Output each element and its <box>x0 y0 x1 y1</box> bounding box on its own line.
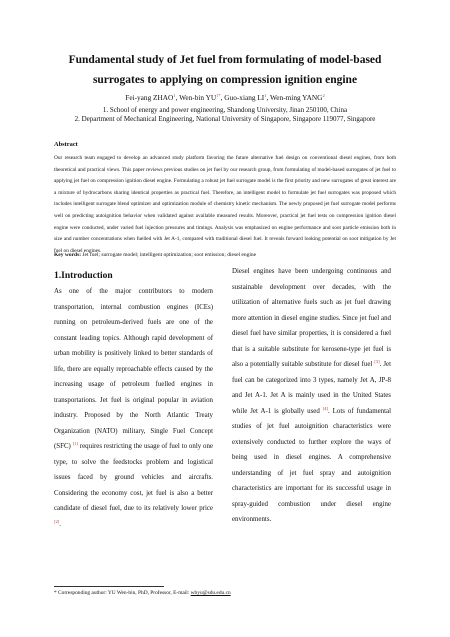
keywords-list: Jet fuel; surrogate model; intelligent optimization; soot emission; diesel engine <box>81 252 257 258</box>
author-affiliation-mark: 1 <box>173 93 176 98</box>
paragraph-text: requires restricting the usage of fuel to only one type, to solve the feedstocks problem and logistical issues faced by ground vehicles and aircrafts. Considering the economy cost, jet fuel is also a better candidate of diesel fuel, due to its relatively lower price <box>54 443 213 512</box>
keywords-label: Key words: <box>54 252 82 258</box>
title-line-2: surrogates to applying on compression ignition engine <box>92 74 358 86</box>
citation-link[interactable]: [3] <box>374 359 380 364</box>
author-separator: , <box>220 93 225 102</box>
keywords <box>54 251 396 259</box>
affiliation-1: 1. School of energy and power engineering, Shandong University, Jinan 250100, China <box>102 106 348 114</box>
author-name: Wen-ming YANG <box>270 93 323 102</box>
author-name: Fei-yang ZHAO <box>125 93 174 102</box>
affiliations <box>40 106 410 125</box>
affiliation-2: 2. Department of Mechanical Engineering, National University of Singapore, Singapore 119077, Singapore <box>74 115 376 124</box>
paragraph-text: As one of the major contributors to modern transportation, internal combustion engines (ICEs) running on petroleum-derived fuels are one of the constant leading topics. Although rapid development of urban mobility is positively linked to better standards of life, there are equally reproachable effects caused by the increasing usage of petroleum fuelled engines in transportations. Jet fuel is original popular in aviation industry. Proposed by the North Atlantic Treaty Organization (NATO) military, Single Fuel Concept (SFC) <box>54 288 213 450</box>
author-separator: , <box>266 93 270 102</box>
citation-link[interactable]: [1] <box>72 441 78 446</box>
paragraph-text: Diesel engines have been undergoing continuous and sustainable development over decades, with the utilization of alternative fuels such as jet fuel drawing more attention in diesel engine studies. Since jet fuel and diesel fuel have similar properties, it is considered a fuel that is a suitable substitute for kerosene-type jet fuel is also a potentially suitable substitute for diesel fuel <box>232 268 391 368</box>
author-affiliation-mark: 1* <box>216 93 221 98</box>
footnote-divider <box>54 586 164 587</box>
section-heading-introduction: 1.Introduction <box>54 271 113 281</box>
abstract-text: Our research team engaged to develop an advanced study platform favoring the future alternative fuel design on conventional diesel engines, from both theoretical and practical views. This paper reviews previous studies on jet fuel by our research group, from formulating of model-based surrogates of jet fuel to applying jet fuel on compression ignition diesel engine. Formulating a robust jet fuel surrogate model is the first priority and new surrogates of great interest are a mixture of hydrocarbons sharing identical properties as practical fuel. Therefore, an intelligent model to formulate jet fuel surrogates was proposed which includes intelligent surrogate blend optimizer and optimization module of chemistry kinetic mechanism. The newly proposed jet fuel surrogate model performs well on predicting autoignition behavior when validated against available measured results. Moreover, practical jet fuel tests on compression ignition diesel engine were conducted, under varied fuel injection pressures and timings. Analysis was emphasized on engine performance and soot particle emission both in size and number concentrations when fuelled with Jet A-1, compared with traditional diesel fuel. It reveals forward looking potential on soot mitigation by Jet fuel on diesel engines. <box>54 155 396 254</box>
corresponding-author-footnote <box>54 590 231 597</box>
title-line-1: Fundamental study of Jet fuel from formulating of model-based <box>68 54 382 66</box>
author-affiliation-mark: 2 <box>322 93 325 98</box>
author-affiliation-mark: 1 <box>264 93 267 98</box>
paragraph-text: . Lots of fundamental studies of jet fuel autoignition characteristics were extensively conducted to further explore the ways of being used in diesel engines. A comprehensive understanding of jet fuel spray and autoignition characteristics are important for its successful usage in spray-guided combustion under diesel engine environments. <box>232 407 391 523</box>
body-column-right <box>232 264 391 528</box>
author-separator: , <box>175 93 180 102</box>
author-name: Wen-bin YU <box>179 93 217 102</box>
paragraph-text: . Jet fuel can be categorized into 3 types, namely Jet A, JP-8 and Jet A-1. Jet A is mainly used in the United States while Jet A-1 is globally used <box>232 361 391 415</box>
footnote-text: * Corresponding author: YU Wen-bin, PhD, Professor, E-mail: <box>54 590 191 596</box>
email-link[interactable]: wbyu@sdu.edu.cn <box>190 590 231 596</box>
paper-title <box>40 50 410 90</box>
abstract-heading: Abstract <box>54 141 78 148</box>
citation-link[interactable]: [4] <box>322 405 329 411</box>
author-name: Guo-xiang LI <box>224 93 265 102</box>
author-list <box>40 93 410 103</box>
citation-link[interactable]: [2] <box>54 518 60 524</box>
body-column-left <box>54 284 213 532</box>
paragraph-text: . <box>59 520 61 528</box>
